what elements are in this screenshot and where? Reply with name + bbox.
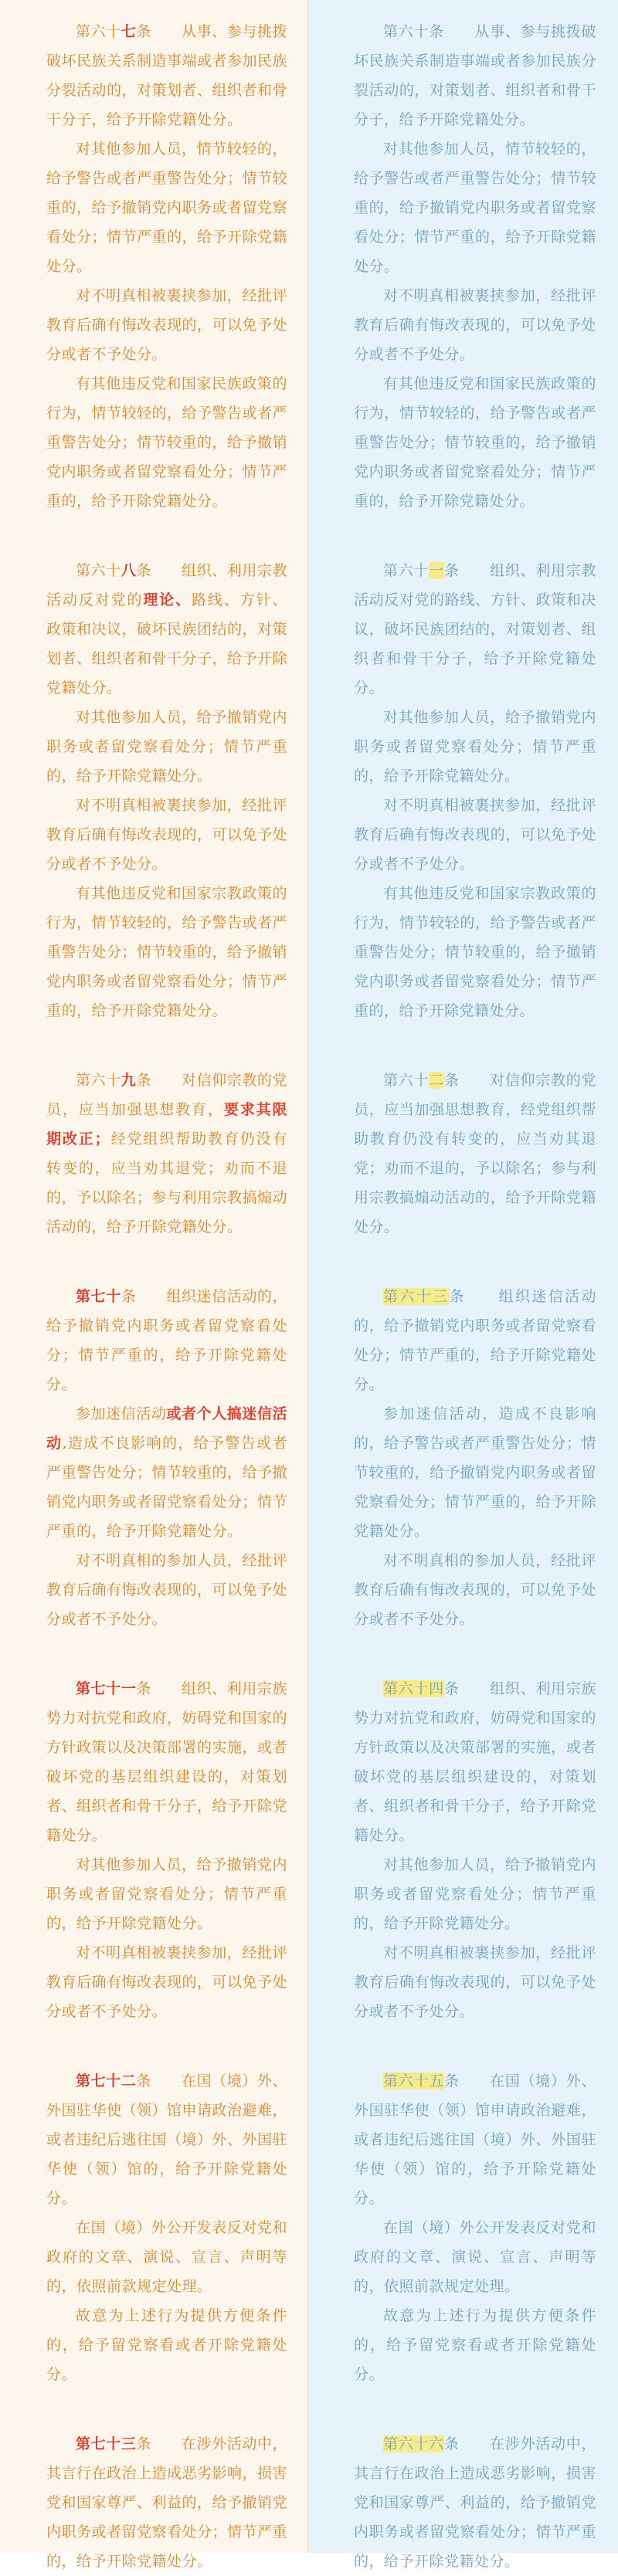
text-segment: 对不明真相被裹挟参加，经批评教育后确有悔改表现的，可以免予处分或者不予处分。 xyxy=(46,797,288,873)
article-paragraph xyxy=(46,1282,287,1399)
text-segment: 对其他参加人员，给予撤销党内职务或者留党察看处分；情节严重的，给予开除党籍处分。 xyxy=(46,709,287,785)
changed-number: 第七十 xyxy=(76,1288,121,1305)
changed-number: 七 xyxy=(121,23,137,40)
article-paragraph xyxy=(354,791,596,879)
article-paragraph xyxy=(354,134,596,281)
text-segment: 第六十 xyxy=(76,1072,121,1089)
text-segment: 条 在国（境）外、外国驻华使（领）馆申请政治避难，或者违纪后逃往国（境）外、外国驻华使（领）馆的，给予开除党籍处分。 xyxy=(354,2073,596,2207)
article-paragraph xyxy=(46,1674,287,1850)
article-b63 xyxy=(354,1282,596,1634)
article-paragraph xyxy=(354,2066,596,2213)
text-segment: 条 对信仰宗教的党员，应当加强思想教育， xyxy=(46,1072,287,1118)
article-paragraph xyxy=(46,703,287,791)
changed-number: 一 xyxy=(429,562,444,579)
text-segment: 经党组织帮助教育仍没有转变的，应当劝其退党；劝而不退的，予以除名；参与利用宗教搞煽动活动的，给予开除党籍处分。 xyxy=(46,1130,288,1235)
article-a68 xyxy=(46,556,287,1025)
article-paragraph xyxy=(354,703,596,791)
article-paragraph xyxy=(354,1938,596,2026)
text-segment: 对其他参加人员，给予撤销党内职务或者留党察看处分；情节严重的，给予开除党籍处分。 xyxy=(354,1856,596,1932)
article-b64 xyxy=(354,1674,596,2026)
text-segment: 故意为上述行为提供方便条件的，给予留党察看或者开除党籍处分。 xyxy=(354,2307,596,2383)
changed-number: 第七十一 xyxy=(76,1680,137,1697)
text-segment: 条 在涉外活动中，其言行在政治上造成恶劣影响，损害党和国家尊严、利益的，给予撤销党内职务或者留党察看处分；情节严重的，给予开除党籍处分。 xyxy=(354,2435,596,2570)
added-text: 或者个人搞迷信活动 xyxy=(46,1405,287,1452)
article-paragraph xyxy=(46,1066,287,1242)
text-segment: 对不明真相被裹挟参加，经批评教育后确有悔改表现的，可以免予处分或者不予处分。 xyxy=(354,1944,596,2020)
article-paragraph xyxy=(46,1938,287,2026)
text-segment: 条 在国（境）外、外国驻华使（领）馆申请政治避难，或者违纪后逃往国（境）外、外国驻华使（领）馆的，给予开除党籍处分。 xyxy=(46,2073,288,2207)
article-paragraph xyxy=(354,2301,596,2389)
text-segment: 条 组织、利用宗教活动反对党的 xyxy=(46,562,287,608)
article-a67 xyxy=(46,17,287,516)
text-segment: 对不明真相被裹挟参加，经批评教育后确有悔改表现的，可以免予处分或者不予处分。 xyxy=(354,287,596,363)
text-segment: 条 组织、利用宗族势力对抗党和政府，妨碍党和国家的方针政策以及决策部署的实施，或者破坏党的基层组织建设的，对策划者、组织者和骨干分子，给予开除党籍处分。 xyxy=(46,1680,288,1844)
article-paragraph xyxy=(354,2213,596,2301)
article-paragraph xyxy=(46,2301,287,2389)
text-segment: 条 组织、利用宗族势力对抗党和政府，妨碍党和国家的方针政策以及决策部署的实施，或者破坏党的基层组织建设的，对策划者、组织者和骨干分子，给予开除党籍处分。 xyxy=(354,1680,596,1844)
text-segment: 对不明真相被裹挟参加，经批评教育后确有悔改表现的，可以免予处分或者不予处分。 xyxy=(354,797,596,873)
article-a73 xyxy=(46,2429,287,2576)
text-segment: 对其他参加人员，给予撤销党内职务或者留党察看处分；情节严重的，给予开除党籍处分。 xyxy=(46,1856,287,1932)
article-b60 xyxy=(354,17,596,516)
article-paragraph xyxy=(46,2213,287,2301)
text-segment: 第六十 xyxy=(383,1072,430,1089)
text-segment: 条 对信仰宗教的党员，应当加强思想教育，经党组织帮助教育仍没有转变的，应当劝其退党；劝而不退的，予以除名；参与利用宗教搞煽动活动的，给予开除党籍处分。 xyxy=(354,1072,596,1235)
text-segment: 条 组织迷信活动的，给予撤销党内职务或者留党察看处分；情节严重的，给予开除党籍处分。 xyxy=(46,1288,287,1393)
changed-number: 八 xyxy=(121,562,137,579)
article-paragraph xyxy=(354,17,596,134)
text-segment: 第六十 xyxy=(383,562,430,579)
article-paragraph xyxy=(354,1850,596,1938)
changed-number: 第六十六 xyxy=(383,2435,444,2452)
text-segment: 对其他参加人员，情节较轻的，给予警告或者严重警告处分；情节较重的，给予撤销党内职务或者留党察看处分；情节严重的，给予开除党籍处分。 xyxy=(354,141,596,275)
text-segment: 有其他违反党和国家民族政策的行为，情节较轻的，给予警告或者严重警告处分；情节较重的，给予撤销党内职务或者留党察看处分；情节严重的，给予开除党籍处分。 xyxy=(46,375,288,510)
article-paragraph xyxy=(354,556,596,703)
article-paragraph xyxy=(46,2066,287,2213)
article-paragraph xyxy=(354,1546,596,1634)
text-segment: 对不明真相的参加人员，经批评教育后确有悔改表现的，可以免予处分或者不予处分。 xyxy=(354,1552,596,1628)
text-segment: 第六十条 从事、参与挑拨破坏民族关系制造事端或者参加民族分裂活动的，对策划者、组织者和骨干分子，给予开除党籍处分。 xyxy=(354,23,596,128)
article-paragraph xyxy=(354,281,596,369)
article-paragraph xyxy=(46,281,287,369)
article-paragraph xyxy=(46,879,287,1025)
article-a71 xyxy=(46,1674,287,2026)
text-segment: 条 组织、利用宗教活动反对党的路线、方针、政策和决议，破坏民族团结的，对策划者、组织者和骨干分子，给予开除党籍处分。 xyxy=(354,562,596,697)
article-paragraph xyxy=(46,1546,287,1634)
text-segment: ,造成不良影响的，给予警告或者严重警告处分；情节较重的，给予撤销党内职务或者留党察看处分；情节严重的，给予开除党籍处分。 xyxy=(46,1435,288,1540)
article-b62 xyxy=(354,1066,596,1242)
article-a72 xyxy=(46,2066,287,2389)
text-segment: 有其他违反党和国家宗教政策的行为，情节较轻的，给予警告或者严重警告处分；情节较重的，给予撤销党内职务或者留党察看处分；情节严重的，给予开除党籍处分。 xyxy=(46,885,288,1019)
text-segment: 在国（境）外公开发表反对党和政府的文章、演说、宣言、声明等的，依照前款规定处理。 xyxy=(46,2219,287,2295)
article-paragraph xyxy=(46,1850,287,1938)
text-segment: 对其他参加人员，情节较轻的，给予警告或者严重警告处分；情节较重的，给予撤销党内职务或者留党察看处分；情节严重的，给予开除党籍处分。 xyxy=(46,141,288,275)
added-text: 理论、 xyxy=(143,591,192,608)
article-paragraph xyxy=(46,2429,287,2576)
article-b65 xyxy=(354,2066,596,2389)
text-segment: 条 组织迷信活动的，给予撤销党内职务或者留党察看处分；情节严重的，给予开除党籍处分。 xyxy=(354,1288,596,1393)
text-segment: 有其他违反党和国家宗教政策的行为，情节较轻的，给予警告或者严重警告处分；情节较重的，给予撤销党内职务或者留党察看处分；情节严重的，给予开除党籍处分。 xyxy=(354,885,596,1019)
changed-number: 二 xyxy=(429,1072,444,1089)
text-segment: 在国（境）外公开发表反对党和政府的文章、演说、宣言、声明等的，依照前款规定处理。 xyxy=(354,2219,596,2295)
text-segment: 条 在涉外活动中，其言行在政治上造成恶劣影响，损害党和国家尊严、利益的，给予撤销党内职务或者留党察看处分；情节严重的，给予开除党籍处分。 xyxy=(46,2435,288,2570)
article-paragraph xyxy=(354,369,596,516)
text-segment: 故意为上述行为提供方便条件的，给予留党察看或者开除党籍处分。 xyxy=(46,2307,287,2383)
article-paragraph xyxy=(354,1674,596,1850)
text-segment: 条 从事、参与挑拨破坏民族关系制造事端或者参加民族分裂活动的，对策划者、组织者和骨干分子，给予开除党籍处分。 xyxy=(46,23,288,128)
added-text: 要求其限期改正； xyxy=(46,1101,287,1147)
text-segment: 路线、方针、政策和决议，破坏民族团结的，对策划者、组织者和骨干分子，给予开除党籍处分。 xyxy=(46,591,288,697)
text-segment: 对其他参加人员，给予撤销党内职务或者留党察看处分；情节严重的，给予开除党籍处分。 xyxy=(354,709,596,785)
changed-number: 第六十三 xyxy=(383,1288,450,1305)
text-segment: 第六十 xyxy=(76,23,121,40)
article-b61 xyxy=(354,556,596,1025)
text-segment: 第六十 xyxy=(76,562,121,579)
text-segment: 对不明真相被裹挟参加，经批评教育后确有悔改表现的，可以免予处分或者不予处分。 xyxy=(46,1944,288,2020)
article-paragraph xyxy=(46,556,287,703)
text-segment: 对不明真相被裹挟参加，经批评教育后确有悔改表现的，可以免予处分或者不予处分。 xyxy=(46,287,288,363)
text-segment: 参加迷信活动 xyxy=(76,1405,167,1422)
old-version-column xyxy=(309,0,618,2570)
new-version-column xyxy=(0,0,309,2570)
article-paragraph xyxy=(46,791,287,879)
changed-number: 第六十四 xyxy=(383,1680,444,1697)
article-paragraph xyxy=(46,1399,287,1546)
text-segment: 有其他违反党和国家民族政策的行为，情节较轻的，给予警告或者严重警告处分；情节较重的，给予撤销党内职务或者留党察看处分；情节严重的，给予开除党籍处分。 xyxy=(354,375,596,510)
article-paragraph xyxy=(354,1066,596,1242)
text-segment: 对不明真相的参加人员，经批评教育后确有悔改表现的，可以免予处分或者不予处分。 xyxy=(46,1552,288,1628)
article-paragraph xyxy=(354,1399,596,1546)
article-paragraph xyxy=(354,879,596,1025)
article-a70 xyxy=(46,1282,287,1634)
article-paragraph xyxy=(46,134,287,281)
changed-number: 第七十三 xyxy=(76,2435,137,2452)
changed-number: 第七十二 xyxy=(76,2073,137,2090)
article-a69 xyxy=(46,1066,287,1242)
changed-number: 九 xyxy=(121,1072,137,1089)
changed-number: 第六十五 xyxy=(383,2073,444,2090)
article-paragraph xyxy=(354,2429,596,2576)
article-b66 xyxy=(354,2429,596,2576)
article-paragraph xyxy=(354,1282,596,1399)
article-paragraph xyxy=(46,17,287,134)
text-segment: 参加迷信活动，造成不良影响的，给予警告或者严重警告处分；情节较重的，给予撤销党内职务或者留党察看处分；情节严重的，给予开除党籍处分。 xyxy=(354,1405,596,1540)
article-paragraph xyxy=(46,369,287,516)
